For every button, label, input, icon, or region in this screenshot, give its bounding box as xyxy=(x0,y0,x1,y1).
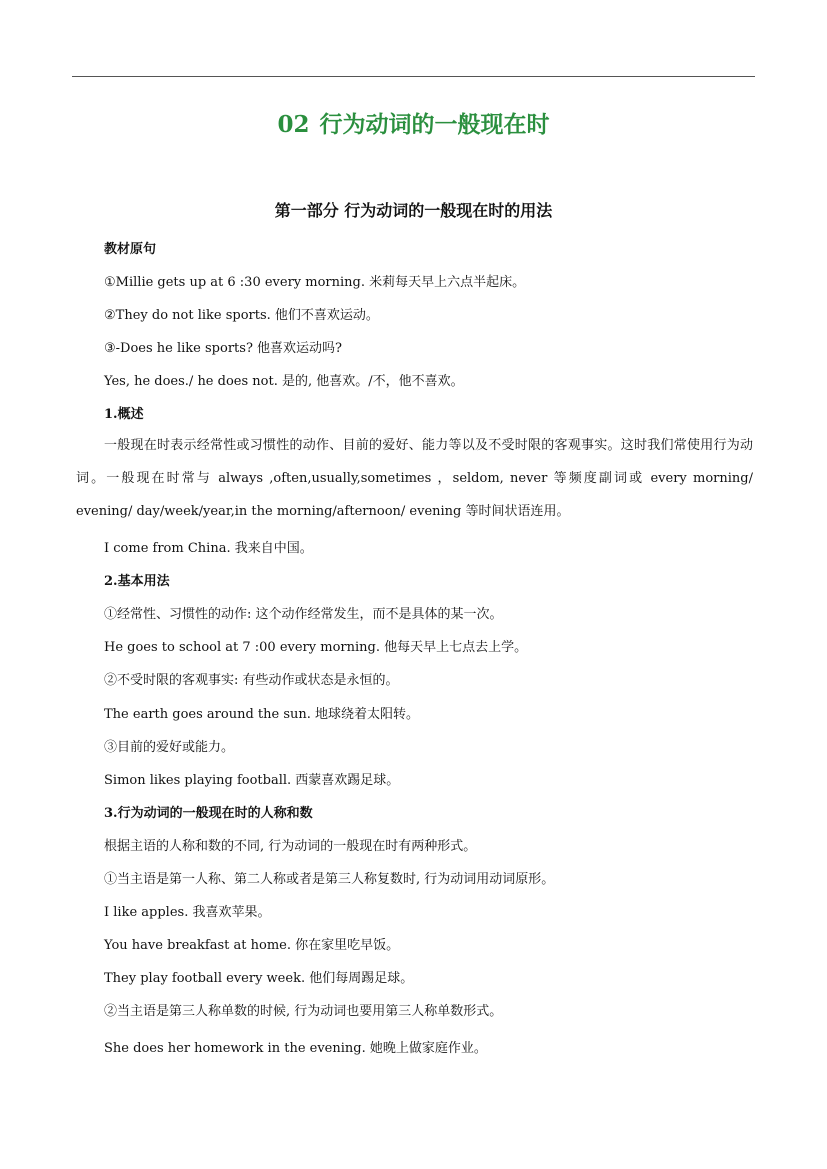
person-number-line: I like apples. 我喜欢苹果。 xyxy=(104,905,271,920)
person-number-line: ①当主语是第一人称、第二人称或者是第三人称复数时, 行为动词用动词原形。 xyxy=(104,872,555,887)
overview-paragraph: 一般现在时表示经常性或习惯性的动作、目前的爱好、能力等以及不受时限的客观事实。这时我们常使用行为动词。一般现在时常与 always ,often,usually,sometimes ，seldom, never 等频度副词或 every morning/ evening/ day/week/year,in the morning/afternoon/ evening 等时间状语连用。 xyxy=(76,438,753,519)
overview-example: I come from China. 我来自中国。 xyxy=(104,541,313,556)
usage-line: He goes to school at 7 :00 every morning. 他每天早上七点去上学。 xyxy=(104,640,528,655)
person-number-line: They play football every week. 他们每周踢足球。 xyxy=(104,971,414,986)
section-heading-person-number: 3.行为动词的一般现在时的人称和数 xyxy=(104,806,313,821)
person-number-line: ②当主语是第三人称单数的时候, 行为动词也要用第三人称单数形式。 xyxy=(104,1004,503,1019)
person-number-line: You have breakfast at home. 你在家里吃早饭。 xyxy=(104,938,400,953)
title-text: 行为动词的一般现在时 xyxy=(319,111,550,138)
usage-line: The earth goes around the sun. 地球绕着太阳转。 xyxy=(104,707,419,722)
textbook-sentence: Yes, he does./ he does not. 是的, 他喜欢。/不，他不喜欢。 xyxy=(104,374,464,389)
person-number-line: She does her homework in the evening. 她晚上做家庭作业。 xyxy=(104,1041,487,1056)
textbook-sentence: ①Millie gets up at 6 :30 every morning. 米莉每天早上六点半起床。 xyxy=(104,275,526,290)
title-number: 02 xyxy=(277,111,310,138)
section-heading-textbook: 教材原句 xyxy=(104,242,157,257)
document-title xyxy=(0,106,827,139)
header-rule xyxy=(72,76,755,77)
usage-line: Simon likes playing football. 西蒙喜欢踢足球。 xyxy=(104,773,400,788)
part-heading: 第一部分 行为动词的一般现在时的用法 xyxy=(274,201,553,220)
usage-line: ③目前的爱好或能力。 xyxy=(104,740,235,755)
textbook-sentence: ②They do not like sports. 他们不喜欢运动。 xyxy=(104,308,379,323)
section-heading-basic-usage: 2.基本用法 xyxy=(104,574,170,589)
section-heading-overview: 1.概述 xyxy=(104,407,144,422)
usage-line: ①经常性、习惯性的动作: 这个动作经常发生，而不是具体的某一次。 xyxy=(104,607,503,622)
usage-line: ②不受时限的客观事实: 有些动作或状态是永恒的。 xyxy=(104,673,399,688)
person-number-line: 根据主语的人称和数的不同, 行为动词的一般现在时有两种形式。 xyxy=(104,839,477,854)
textbook-sentence: ③-Does he like sports? 他喜欢运动吗? xyxy=(104,341,343,356)
